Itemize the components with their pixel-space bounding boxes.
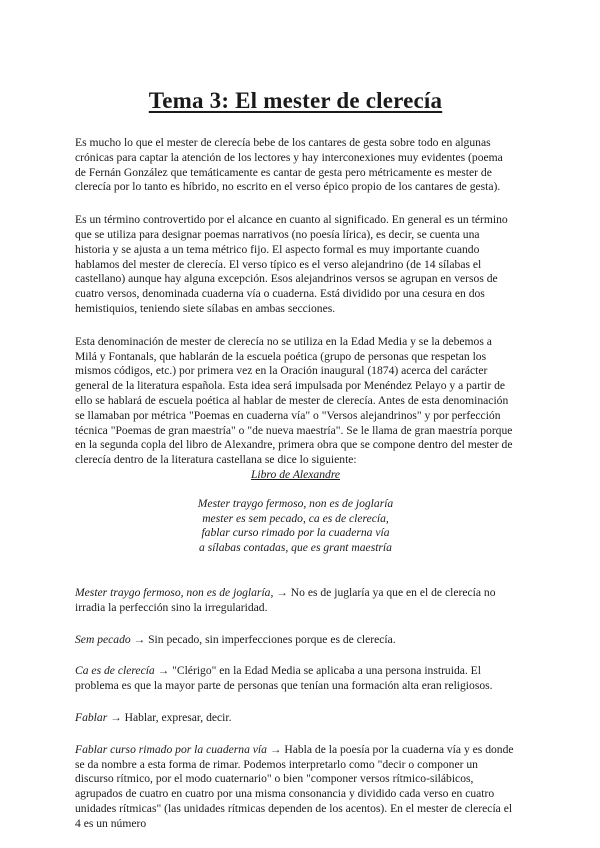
gloss-term: Ca es de clerecía xyxy=(75,664,155,678)
gloss-text: → Sin pecado, sin imperfecciones porque es de clerecía. xyxy=(130,632,396,646)
poem-line: Mester traygo fermoso, non es de joglaría xyxy=(197,496,394,510)
poem-line: mester es sem pecado, ca es de clerecía, xyxy=(202,511,389,525)
gloss-term: Fablar xyxy=(75,710,108,724)
gloss-text: → Hablar, expresar, decir. xyxy=(107,710,232,724)
paragraph-definition: Es un término controvertido por el alcance en cuanto al significado. En general es un término que se utiliza para designar poemas narrativos (no poesía lírica), es decir, se cuenta una historia y se ajusta a un tema métrico fijo. El aspecto formal es muy importante cuando hablamos del mester de clerecía. El verso típico es el verso alejandrino (de 14 sílabas el castellano) aunque hay alguna excepción. Esos alejandrinos versos se agrupan en versos de cuatro versos, denominada cuaderna vía o cuaderna. Está dividido por una cesura en dos hemistiquios, teniendo siete sílabas en ambas secciones. xyxy=(75,213,508,315)
page-title: Tema 3: El mester de clerecía xyxy=(148,88,443,113)
gloss-term: Mester traygo fermoso, non es de joglaría, xyxy=(75,585,274,599)
gloss-item xyxy=(75,711,516,726)
poem-quote xyxy=(75,497,516,556)
gloss-text: → "Clérigo" en la Edad Media se aplicaba a una persona instruida. El problema es que la mayor parte de personas que tenían una formación alta eran religiosos. xyxy=(75,664,493,693)
poem-line: fablar curso rimado por la cuaderna vía xyxy=(201,526,390,540)
gloss-text: → No es de juglaría ya que en el de clerecía no irradia la perfección sino la irregularidad. xyxy=(75,585,496,614)
gloss-term: Fablar curso rimado por la cuaderna vía xyxy=(75,742,267,756)
poem-line: a sílabas contadas, que es grant maestría xyxy=(199,541,392,555)
gloss-item xyxy=(75,586,516,616)
gloss-item xyxy=(75,633,516,648)
gloss-text: → Habla de la poesía por la cuaderna vía y es donde se da nombre a esta forma de rimar. Podemos interpretarlo como "decir o componer un discurso rítmico, por el modo cuaternario" o bien "componer versos rítmico-silábicos, agrupados de cuatro en cuatro por una misma consonancia y dividido cada verso en cuatro unidades rítmicas" (las unidades rítmicas dependen de los acentos). En el mester de clerecía el 4 es un número xyxy=(75,742,514,830)
gloss-item xyxy=(75,664,516,694)
gloss-term: Sem pecado xyxy=(75,632,131,646)
poem-title: Libro de Alexandre xyxy=(250,467,341,481)
gloss-list xyxy=(75,586,516,832)
paragraph-denomination: Esta denominación de mester de clerecía no se utiliza en la Edad Media y se la debemos a Milá y Fontanals, que hablarán de la escuela poética (grupo de personas que respetan los mismos códigos, etc.) por primera vez en la Oración inaugural (1874) acerca del carácter general de la literatura española. Esta idea será impulsada por Menéndez Pelayo y a partir de ello se hablará de escuela poética al hablar de mester de clerecía. Antes de esta denominación se llamaban por métrica "Poemas en cuaderna vía" o "Versos alejandrinos" y por perfección técnica "Poemas de gran maestría" o "de nueva maestría". Se le llama de gran maestría porque en la segunda copla del libro de Alexandre, primera obra que se compone dentro del mester de clerecía dentro de la literatura castellana se dice lo siguiente: xyxy=(75,334,513,467)
gloss-item xyxy=(75,743,516,832)
paragraph-intro: Es mucho lo que el mester de clerecía bebe de los cantares de gesta sobre todo en algunas crónicas para captar la atención de los lectores y hay interconexiones muy evidentes (poema de Fernán González que temáticamente es cantar de gesta pero métricamente es mester de clerecía por lo tanto es híbrido, no escrito en el verso épico propio de los cantares de gesta). xyxy=(75,136,503,194)
